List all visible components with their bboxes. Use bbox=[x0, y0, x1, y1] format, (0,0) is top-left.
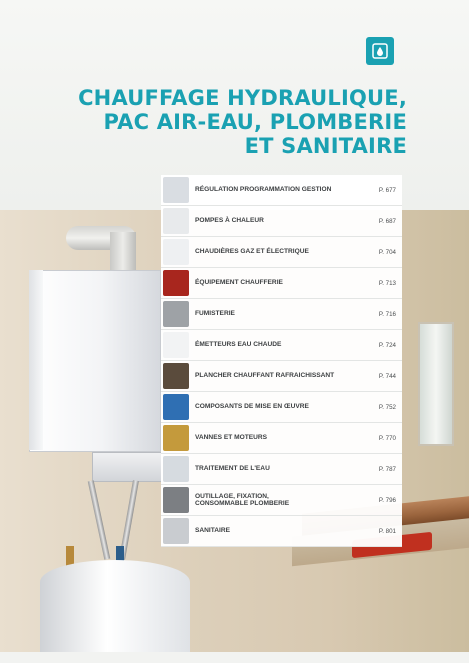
menu-item-label: VANNES ET MOTEURS bbox=[195, 434, 268, 442]
menu-item-vannes[interactable] bbox=[161, 423, 402, 454]
menu-item-page: P. 801 bbox=[378, 527, 396, 535]
title-line-3: ET SANITAIRE bbox=[244, 134, 407, 158]
boiler-icon bbox=[163, 239, 189, 265]
menu-item-label: ÉQUIPEMENT CHAUFFERIE bbox=[195, 279, 283, 287]
menu-item-fumisterie[interactable] bbox=[161, 299, 402, 330]
menu-item-traitement-eau[interactable] bbox=[161, 454, 402, 485]
menu-item-label: SANITAIRE bbox=[195, 527, 231, 535]
menu-item-label: ÉMETTEURS EAU CHAUDE bbox=[195, 341, 282, 349]
thermostat-icon bbox=[163, 177, 189, 203]
tap-water-icon bbox=[366, 37, 394, 65]
menu-item-composants[interactable] bbox=[161, 392, 402, 423]
menu-item-page: P. 744 bbox=[378, 372, 396, 380]
menu-item-label: PLANCHER CHAUFFANT RAFRAICHISSANT bbox=[195, 372, 335, 380]
menu-item-pompes-a-chaleur[interactable] bbox=[161, 206, 402, 237]
manifold-icon bbox=[163, 363, 189, 389]
boiler-image bbox=[29, 270, 161, 452]
menu-item-page: P. 677 bbox=[378, 186, 396, 194]
boiler-control-panel-image bbox=[92, 452, 164, 482]
radiator-icon bbox=[163, 332, 189, 358]
menu-item-page: P. 796 bbox=[378, 496, 396, 504]
title-line-2: PAC AIR-EAU, PLOMBERIE bbox=[103, 110, 407, 134]
menu-item-page: P. 687 bbox=[378, 217, 396, 225]
menu-item-chaudieres[interactable] bbox=[161, 237, 402, 268]
menu-item-page: P. 713 bbox=[378, 279, 396, 287]
menu-item-label: OUTILLAGE, FIXATION, CONSOMMABLE PLOMBERIE bbox=[195, 492, 290, 507]
heat-pump-icon bbox=[163, 208, 189, 234]
menu-item-emetteurs[interactable] bbox=[161, 330, 402, 361]
menu-item-page: P. 770 bbox=[378, 434, 396, 442]
menu-item-regulation[interactable] bbox=[161, 175, 402, 206]
water-heater-tank-image bbox=[40, 560, 190, 663]
page-title bbox=[78, 86, 407, 158]
tools-icon bbox=[163, 487, 189, 513]
menu-item-label: CHAUDIÈRES GAZ ET ÉLECTRIQUE bbox=[195, 248, 309, 256]
menu-item-label: COMPOSANTS DE MISE EN ŒUVRE bbox=[195, 403, 309, 411]
menu-item-page: P. 704 bbox=[378, 248, 396, 256]
menu-item-equipement-chaufferie[interactable] bbox=[161, 268, 402, 299]
tap-water-icon-graphic bbox=[371, 42, 389, 60]
category-menu bbox=[161, 175, 402, 547]
bottom-strip bbox=[0, 652, 469, 663]
menu-item-sanitaire[interactable] bbox=[161, 516, 402, 547]
water-filter-icon bbox=[163, 456, 189, 482]
faucet-icon bbox=[163, 518, 189, 544]
valve-icon bbox=[163, 425, 189, 451]
menu-item-page: P. 787 bbox=[378, 465, 396, 473]
menu-item-page: P. 724 bbox=[378, 341, 396, 349]
menu-item-page: P. 716 bbox=[378, 310, 396, 318]
menu-item-plancher-chauffant[interactable] bbox=[161, 361, 402, 392]
flue-pipe-icon bbox=[163, 301, 189, 327]
menu-item-label: TRAITEMENT DE L'EAU bbox=[195, 465, 270, 473]
menu-item-label: FUMISTERIE bbox=[195, 310, 235, 318]
menu-item-label: RÉGULATION PROGRAMMATION GESTION bbox=[195, 186, 332, 194]
menu-item-outillage[interactable] bbox=[161, 485, 402, 516]
mirror-image bbox=[418, 322, 454, 446]
title-line-1: CHAUFFAGE HYDRAULIQUE, bbox=[78, 86, 407, 110]
menu-item-page: P. 752 bbox=[378, 403, 396, 411]
menu-item-label: POMPES À CHALEUR bbox=[195, 217, 264, 225]
circulator-pump-icon bbox=[163, 270, 189, 296]
pipe-coil-icon bbox=[163, 394, 189, 420]
boiler-side-image bbox=[29, 270, 43, 450]
